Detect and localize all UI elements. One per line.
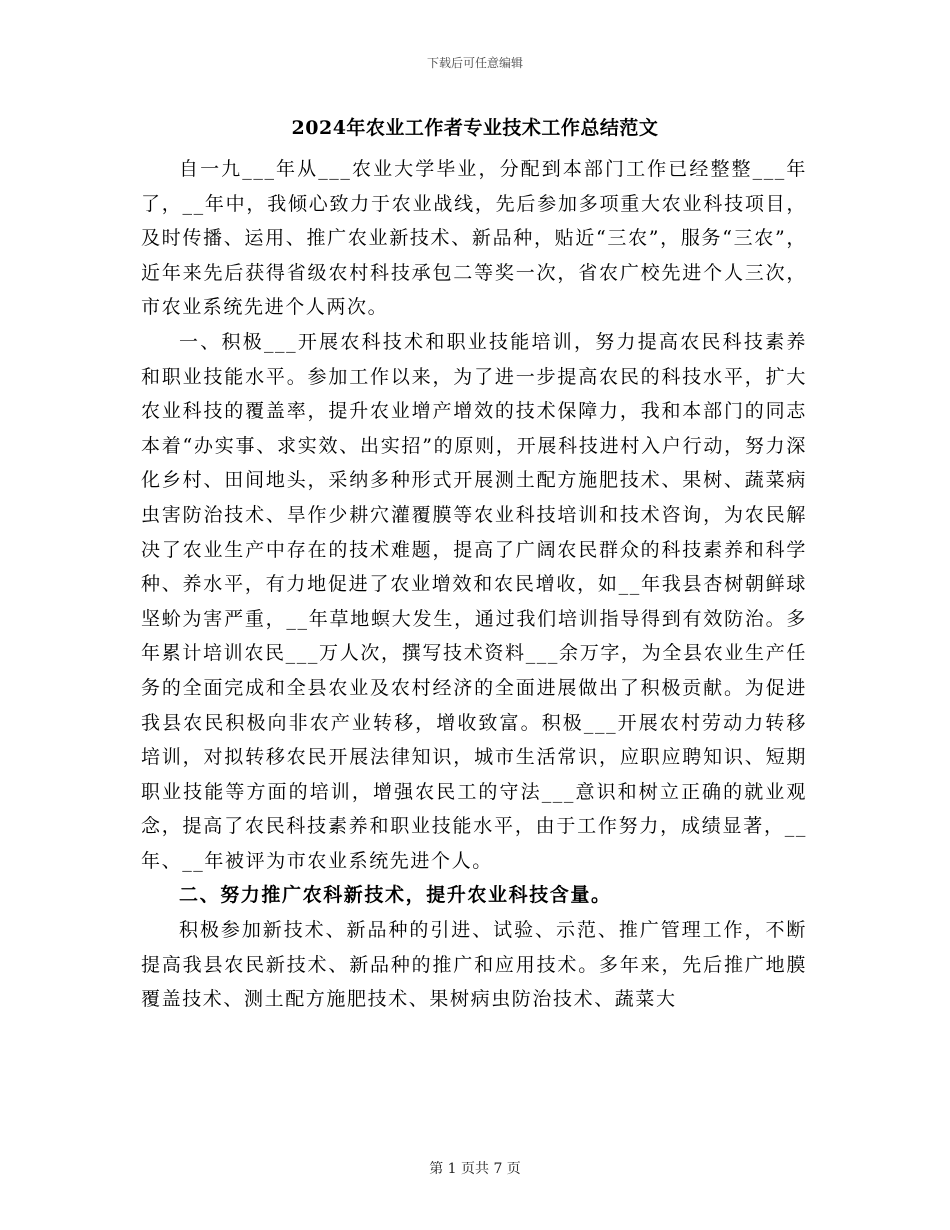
- document-title: 2024年农业工作者专业技术工作总结范文: [291, 117, 659, 139]
- paragraph-section-one: 一、积极___开展农科技术和职业技能培训，努力提高农民科技素养和职业技能水平。参加工作以来，为了进一步提高农民的科技水平，扩大农业科技的覆盖率，提升农业增产增效的技术保障力，我和本部门的同志本着“办实事、求实效、出实招”的原则，开展科技进村入户行动，努力深化乡村、田间地头，采纳多种形式开展测土配方施肥技术、果树、蔬菜病虫害防治技术、旱作少耕穴灌覆膜等农业科技培训和技术咨询，为农民解决了农业生产中存在的技术难题，提高了广阔农民群众的科技素养和科学种、养水平，有力地促进了农业增效和农民增收，如__年我县杏树朝鲜球坚蚧为害严重，__年草地螟大发生，通过我们培训指导得到有效防治。多年累计培训农民___万人次，撰写技术资料___余万字，为全县农业生产任务的全面完成和全县农业及农村经济的全面进展做出了积极贡献。为促进我县农民积极向非农产业转移，增收致富。积极___开展农村劳动力转移培训，对拟转移农民开展法律知识，城市生活常识，应职应聘知识、短期职业技能等方面的培训，增强农民工的守法___意识和树立正确的就业观念，提高了农民科技素养和职业技能水平，由于工作努力，成绩显著，__年、__年被评为市农业系统先进个人。: [141, 330, 807, 872]
- paragraph-section-two: 积极参加新技术、新品种的引进、试验、示范、推广管理工作，不断提高我县农民新技术、新品种的推广和应用技术。多年来，先后推广地膜覆盖技术、测土配方施肥技术、果树病虫防治技术、蔬菜大: [141, 919, 807, 1011]
- section-heading-two: 二、努力推广农科新技术，提升农业科技含量。: [179, 884, 612, 907]
- header-note: 下载后可任意编辑: [426, 56, 523, 70]
- document-body: [141, 152, 807, 1017]
- page-number: 第 1 页共 7 页: [429, 1161, 521, 1177]
- paragraph-intro: 自一九___年从___农业大学毕业，分配到本部门工作已经整整___年了，__年中，我倾心致力于农业战线，先后参加多项重大农业科技项目，及时传播、运用、推广农业新技术、新品种，贴近“三农”，服务“三农”，近年来先后获得省级农村科技承包二等奖一次，省农广校先进个人三次，市农业系统先进个人两次。: [141, 158, 807, 319]
